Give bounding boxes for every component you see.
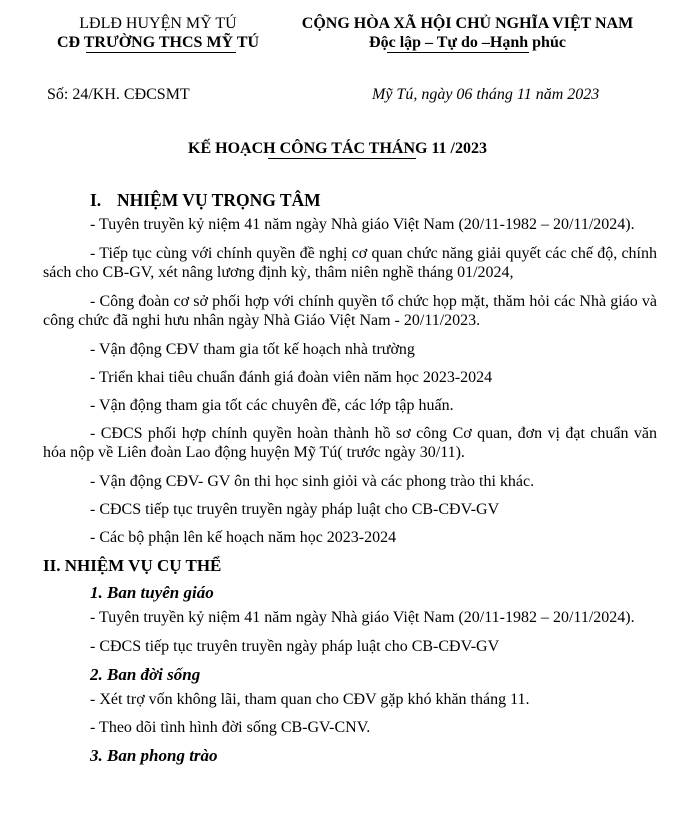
list-item: - CĐCS tiếp tục truyên truyền ngày pháp luật cho CB-CĐV-GV <box>90 638 500 655</box>
list-item: - Vận động CĐV- GV ôn thi học sinh giỏi và các phong trào thi khác. <box>90 473 535 490</box>
org-underline <box>86 52 236 53</box>
section-1-heading <box>90 191 657 210</box>
section-2-heading: II. NHIỆM VỤ CỤ THỂ <box>43 556 222 575</box>
section-1-title: NHIỆM VỤ TRỌNG TÂM <box>117 190 321 210</box>
document-number: Số: 24/KH. CĐCSMT <box>47 86 190 103</box>
list-item: - Theo dõi tình hình đời sống CB-GV-CNV. <box>90 719 371 736</box>
country-name: CỘNG HÒA XÃ HỘI CHỦ NGHĨA VIỆT NAM <box>301 15 634 32</box>
place-date: Mỹ Tú, ngày 06 tháng 11 năm 2023 <box>372 86 600 103</box>
list-item: - Triển khai tiêu chuẩn đánh giá đoàn viên năm học 2023-2024 <box>90 369 493 386</box>
subsection-heading: 2. Ban đời sống <box>90 665 201 684</box>
subsection-heading: 1. Ban tuyên giáo <box>90 583 214 602</box>
organization-block <box>38 14 278 52</box>
document-body <box>43 191 657 771</box>
section-1-number: I. <box>90 190 102 210</box>
school-union-name: CĐ TRƯỜNG THCS MỸ TÚ <box>56 34 260 51</box>
document-title: KẾ HOẠCH CÔNG TÁC THÁNG 11 /2023 <box>188 140 487 157</box>
subsection-heading: 3. Ban phong trào <box>90 746 218 765</box>
list-item: - Vận động tham gia tốt các chuyên đề, các lớp tập huấn. <box>90 397 454 414</box>
list-item: - Tiếp tục cùng với chính quyền đề nghị cơ quan chức năng giải quyết các chế độ, chính sách cho CB-GV, xét nâng lương định kỳ, thâm niên nghề tháng 01/2024, <box>43 245 657 281</box>
motto: Độc lập – Tự do –Hạnh phúc <box>369 34 566 51</box>
list-item: - CĐCS tiếp tục truyên truyền ngày pháp luật cho CB-CĐV-GV <box>90 501 500 518</box>
list-item: - Tuyên truyền kỷ niệm 41 năm ngày Nhà giáo Việt Nam (20/11-1982 – 20/11/2024). <box>90 216 635 233</box>
list-item: - Các bộ phận lên kế hoạch năm học 2023-2024 <box>90 529 397 546</box>
title-underline <box>268 158 416 159</box>
list-item: - CĐCS phối hợp chính quyền hoàn thành hồ sơ công Cơ quan, đơn vị đạt chuẩn văn hóa nộp về Liên đoàn Lao động huyện Mỹ Tú( trước ngày 30/11). <box>43 425 657 461</box>
motto-underline <box>387 52 529 53</box>
list-item: - Tuyên truyền kỷ niệm 41 năm ngày Nhà giáo Việt Nam (20/11-1982 – 20/11/2024). <box>90 609 635 626</box>
list-item: - Xét trợ vốn không lãi, tham quan cho CĐV gặp khó khăn tháng 11. <box>90 691 530 708</box>
list-item: - Công đoàn cơ sở phối hợp với chính quyền tổ chức họp mặt, thăm hỏi các Nhà giáo và công chức đã nghi hưu nhân ngày Nhà Giáo Việt Nam - 20/11/2023. <box>43 293 657 329</box>
list-item: - Vận động CĐV tham gia tốt kế hoạch nhà trường <box>90 341 415 358</box>
national-motto-block <box>280 14 655 52</box>
union-name: LĐLĐ HUYỆN MỸ TÚ <box>79 15 237 32</box>
